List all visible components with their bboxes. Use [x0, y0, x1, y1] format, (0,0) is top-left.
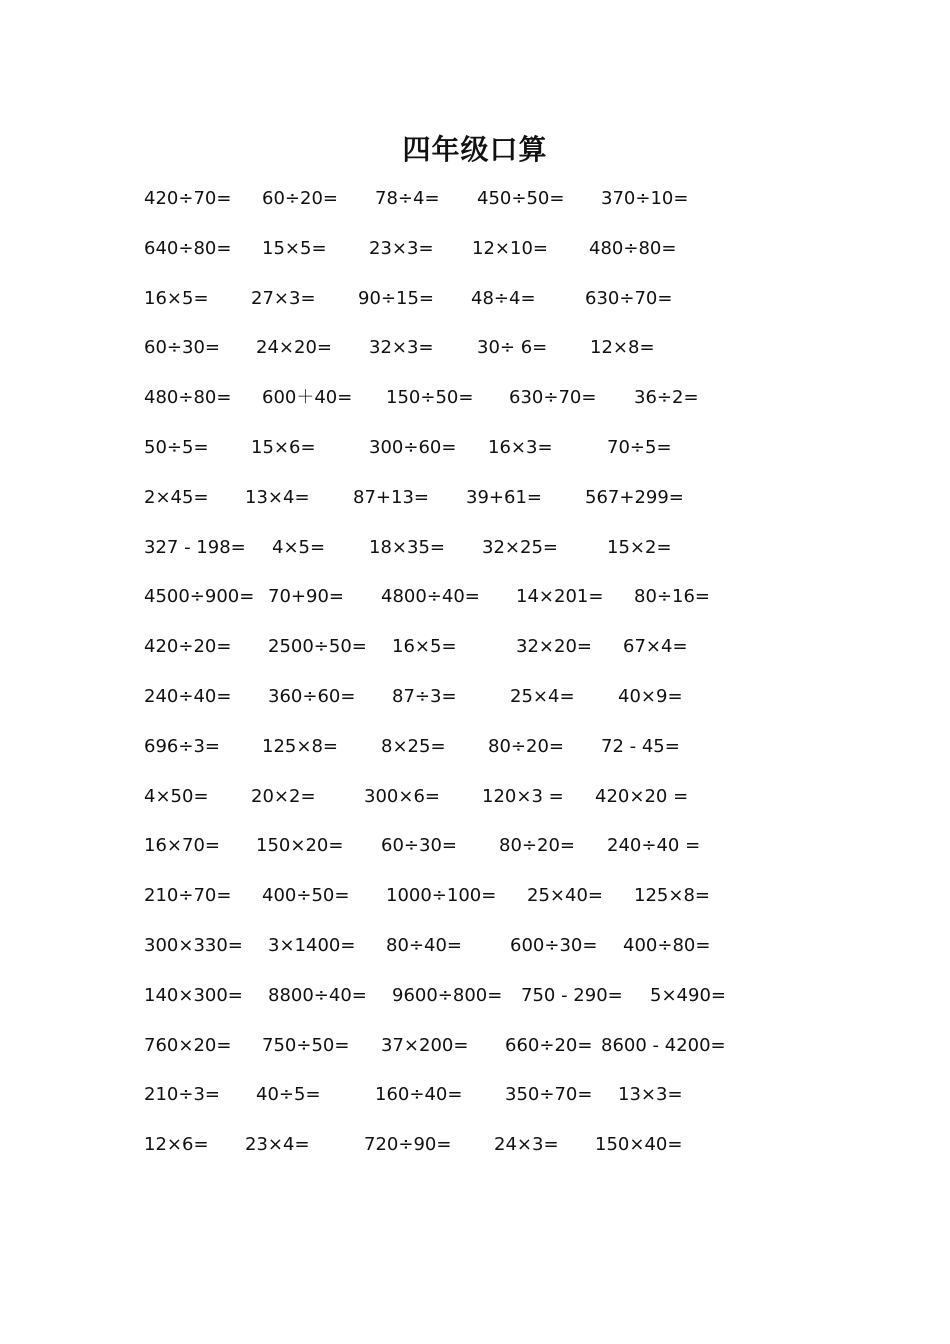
problem-r14-c3: 60÷30= [381, 835, 457, 857]
problem-r20-c1: 12×6= [144, 1134, 209, 1156]
problem-r7-c4: 39+61= [466, 486, 542, 508]
problem-r5-c5: 36÷2= [634, 387, 699, 409]
problem-r15-c1: 210÷70= [144, 885, 232, 907]
problem-r19-c4: 350÷70= [505, 1084, 593, 1106]
problem-r6-c2: 15×6= [251, 437, 316, 458]
problem-r8-c4: 32×25= [482, 536, 558, 558]
problem-r18-c1: 760×20= [144, 1034, 232, 1056]
problem-r2-c5: 480÷80= [589, 237, 677, 259]
problem-r8-c1: 327 - 198= [144, 536, 246, 558]
problem-r12-c1: 696÷3= [144, 735, 220, 757]
problem-r5-c4: 630÷70= [509, 387, 597, 409]
problem-r20-c4: 24×3= [494, 1134, 559, 1156]
problem-r20-c2: 23×4= [245, 1134, 310, 1156]
problem-r17-c1: 140×300= [144, 984, 243, 1006]
problem-r16-c1: 300×330= [144, 935, 243, 956]
problem-r12-c5: 72 - 45= [601, 735, 680, 757]
problem-r11-c1: 240÷40= [144, 686, 232, 707]
problem-r10-c4: 32×20= [516, 636, 592, 658]
problem-r9-c3: 4800÷40= [381, 586, 480, 608]
problem-r10-c5: 67×4= [623, 636, 688, 658]
problem-r6-c5: 70÷5= [607, 437, 672, 458]
problem-r15-c5: 125×8= [634, 885, 710, 907]
problem-r1-c1: 420÷70= [144, 188, 232, 209]
problem-r6-c1: 50÷5= [144, 437, 209, 458]
problem-r1-c4: 450÷50= [477, 188, 565, 209]
problem-r2-c4: 12×10= [472, 237, 548, 259]
problem-r19-c2: 40÷5= [256, 1084, 321, 1106]
problem-r13-c5: 420×20 = [595, 785, 689, 807]
problem-r18-c5: 8600 - 4200= [601, 1034, 726, 1056]
problem-r3-c1: 16×5= [144, 287, 209, 309]
problem-r4-c3: 32×3= [369, 337, 434, 359]
problem-r16-c2: 3×1400= [268, 935, 356, 956]
problem-r20-c5: 150×40= [595, 1134, 683, 1156]
problem-r16-c3: 80÷40= [386, 935, 462, 956]
problem-r9-c4: 14×201= [516, 586, 604, 608]
problem-r4-c4: 30÷ 6= [477, 337, 548, 359]
problem-r14-c2: 150×20= [256, 835, 344, 857]
problem-r11-c5: 40×9= [618, 686, 683, 707]
problem-r13-c1: 4×50= [144, 785, 209, 807]
problem-r13-c3: 300×6= [364, 785, 440, 807]
problem-r13-c2: 20×2= [251, 785, 316, 807]
problem-r8-c5: 15×2= [607, 536, 672, 558]
problem-r9-c1: 4500÷900= [144, 586, 255, 608]
problem-r19-c5: 13×3= [618, 1084, 683, 1106]
problem-r18-c2: 750÷50= [262, 1034, 350, 1056]
problem-r1-c3: 78÷4= [375, 188, 440, 209]
problem-r8-c3: 18×35= [369, 536, 445, 558]
problem-r4-c5: 12×8= [590, 337, 655, 359]
problem-r6-c3: 300÷60= [369, 437, 457, 458]
problem-r5-c3: 150÷50= [386, 387, 474, 409]
problem-r17-c2: 8800÷40= [268, 984, 367, 1006]
problem-r14-c4: 80÷20= [499, 835, 575, 857]
problem-r12-c3: 8×25= [381, 735, 446, 757]
problem-r11-c4: 25×4= [510, 686, 575, 707]
problem-r3-c4: 48÷4= [471, 287, 536, 309]
problem-r1-c5: 370÷10= [601, 188, 689, 209]
page-title: 四年级口算 [402, 133, 548, 166]
problem-r11-c3: 87÷3= [392, 686, 457, 707]
problem-r7-c2: 13×4= [245, 486, 310, 508]
problem-r3-c5: 630÷70= [585, 287, 673, 309]
problem-r5-c2: 600＋40= [262, 387, 353, 409]
problem-r4-c1: 60÷30= [144, 337, 220, 359]
problem-r15-c4: 25×40= [527, 885, 603, 907]
problem-r1-c2: 60÷20= [262, 188, 338, 209]
problem-r14-c1: 16×70= [144, 835, 220, 857]
problem-r16-c4: 600÷30= [510, 935, 598, 956]
problem-r15-c2: 400÷50= [262, 885, 350, 907]
problem-r10-c1: 420÷20= [144, 636, 232, 658]
problem-r12-c4: 80÷20= [488, 735, 564, 757]
problem-r20-c3: 720÷90= [364, 1134, 452, 1156]
problem-r17-c4: 750 - 290= [521, 984, 623, 1006]
problem-r16-c5: 400÷80= [623, 935, 711, 956]
problem-r7-c5: 567+299= [585, 486, 684, 508]
problem-r17-c3: 9600÷800= [392, 984, 503, 1006]
problem-r3-c3: 90÷15= [358, 287, 434, 309]
problem-r18-c4: 660÷20= [505, 1034, 593, 1056]
problem-r8-c2: 4×5= [272, 536, 326, 558]
problem-r2-c2: 15×5= [262, 237, 327, 259]
problem-r9-c2: 70+90= [268, 586, 344, 608]
problem-r6-c4: 16×3= [488, 437, 553, 458]
problem-r2-c1: 640÷80= [144, 237, 232, 259]
problem-r9-c5: 80÷16= [634, 586, 710, 608]
problem-r15-c3: 1000÷100= [386, 885, 497, 907]
problem-r13-c4: 120×3 = [482, 785, 564, 807]
problem-r18-c3: 37×200= [381, 1034, 469, 1056]
problem-r10-c3: 16×5= [392, 636, 457, 658]
problem-r7-c1: 2×45= [144, 486, 209, 508]
problem-r3-c2: 27×3= [251, 287, 316, 309]
problem-r2-c3: 23×3= [369, 237, 434, 259]
problem-r17-c5: 5×490= [650, 984, 726, 1006]
problem-r10-c2: 2500÷50= [268, 636, 367, 658]
problem-r19-c3: 160÷40= [375, 1084, 463, 1106]
problem-r19-c1: 210÷3= [144, 1084, 220, 1106]
problem-r14-c5: 240÷40 = [607, 835, 701, 857]
problem-r7-c3: 87+13= [353, 486, 429, 508]
problem-r4-c2: 24×20= [256, 337, 332, 359]
problem-r5-c1: 480÷80= [144, 387, 232, 409]
problem-r12-c2: 125×8= [262, 735, 338, 757]
problem-r11-c2: 360÷60= [268, 686, 356, 707]
